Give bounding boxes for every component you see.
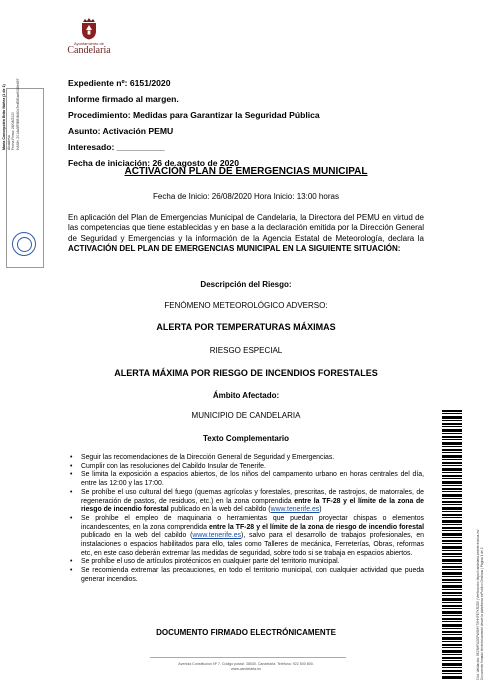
signed-notice: DOCUMENTO FIRMADO ELECTRÓNICAMENTE	[156, 628, 336, 637]
logo-subtitle: Ayuntamiento de	[74, 41, 104, 46]
list-item: • Cumplir con las resoluciones del Cabildo Insular de Tenerife.	[68, 463, 424, 472]
start-date-time: Fecha de Inicio: 26/08/2020 Hora Inicio: 13:00 horas	[153, 192, 339, 201]
signature-hash: HASH: 2014a3f75f6f1fb80c7e4f3f0ae6088e497	[15, 78, 20, 150]
fire-alert: ALERTA MÁXIMA POR RIESGO DE INCENDIOS FORESTALES	[114, 368, 378, 378]
validation-platform: Documento firmado electrónicamente desde la plataforma esPublico Gestiona | Página 1 de 2	[480, 547, 485, 680]
list-item: • Se recomienda extremar las precauciones, en todo el territorio municipal, con cualquier actividad que pueda generar incendios.	[68, 567, 424, 584]
intro-text: En aplicación del Plan de Emergencias Municipal de Candelaria, la Directora del PEMU en virtud de las competencias que tiene establecidas y en base a la declaración emitida por la Dirección General de Seguridad y Emergencias y la información de la Agencia Estatal de Meteorología, declara la	[68, 213, 424, 243]
list-item: • Se prohíbe el empleo de maquinaria o herramientas que puedan proyectar chispas o elementos incandescentes, en la zona comprendida entre la TF-28 y el límite de la zona de riesgo de incendio forestal publicado en la web del cabildo (www.tenerife.es), salvo para el desarrollo de trabajos profesionales, en instalaciones o espacios habilitados para ello, tales como Talleres de mecánica, Ferreterías, Obras, reformas etc, en este caso deberán extremar las medidas de seguridad, sobre todo si se trabaja en espacios abiertos.	[68, 515, 424, 559]
logo-name: Candelaria	[67, 45, 111, 56]
risk-description-heading: Descripción del Riesgo:	[200, 280, 292, 289]
tenerife-link[interactable]: www.tenerife.es	[270, 506, 320, 514]
validation-text	[476, 410, 484, 680]
footer-address: Avenida Constitución Nº 7. Código postal: 38530. Candelaria. Teléfono: 922 500 800.	[178, 662, 314, 666]
temperature-alert: ALERTA POR TEMPERATURAS MÁXIMAS	[156, 322, 336, 332]
document-header	[68, 75, 320, 172]
signature-date: Fecha Firma: 26/08/2020	[11, 112, 15, 150]
special-risk-label: RIESGO ESPECIAL	[209, 346, 283, 355]
municipality-label: MUNICIPIO DE CANDELARIA	[191, 411, 301, 420]
phenomenon-label: FENÓMENO METEOROLÓGICO ADVERSO:	[164, 301, 328, 310]
list-item: • Seguir las recomendaciones de la Dirección General de Seguridad y Emergencias.	[68, 454, 424, 463]
document-title: ACTIVACIÓN PLAN DE EMERGENCIAS MUNICIPAL	[124, 166, 368, 177]
interesado: Interesado: __________	[68, 142, 165, 153]
validation-seal-icon	[12, 232, 36, 256]
signature-info	[2, 0, 20, 150]
intro-paragraph	[68, 213, 424, 254]
signer-name: Maria Concepción Brito Núñez (1 de 1)	[2, 84, 6, 150]
informe: Informe firmado al margen.	[68, 94, 179, 105]
footer-divider	[150, 657, 346, 658]
municipality-logo	[62, 18, 116, 56]
coat-of-arms-icon	[80, 18, 98, 40]
asunto: Asunto: Activación PEMU	[68, 126, 174, 137]
tenerife-link[interactable]: www.tenerife.es	[192, 532, 242, 540]
signer-role: Alcaldesa	[6, 135, 11, 150]
validation-code: Cód. Validación: 9EZNHFA2GPW9MYTXHHFE7KR2D5 | Verificación: https://candelaria.sedelectronica.es/	[476, 529, 480, 680]
intro-bold: ACTIVACIÓN DEL PLAN DE EMERGENCIAS MUNICIPAL EN LA SIGUIENTE SITUACIÓN:	[68, 243, 401, 253]
footer-website[interactable]: www.candelaria.es	[231, 667, 261, 671]
expediente: Expediente nº: 6151/2020	[68, 78, 171, 88]
list-item: • Se prohíbe el uso de artículos pirotécnicos en cualquier parte del territorio municipal.	[68, 558, 424, 567]
recommendations-list	[68, 454, 424, 585]
procedimiento: Procedimiento: Medidas para Garantizar la Seguridad Pública	[68, 110, 320, 121]
page-footer	[68, 662, 424, 672]
affected-scope-heading: Ámbito Afectado:	[212, 391, 280, 400]
list-item: • Se prohíbe el uso cultural del fuego (quemas agrícolas y forestales, prescritas, de rastrojos, de matorrales, de regeneración de pastos, de residuos, etc.) en la zona comprendida entre la TF-28 y el límite de la zona de riesgo de incendio forestal publicado en la web del cabildo (www.tenerife.es)	[68, 489, 424, 515]
fecha-iniciacion: Fecha de iniciación: 26 de agosto de 2020	[68, 158, 239, 169]
list-item: • Se limita la exposición a espacios abiertos, de los niños del campamento urbano en horas centrales del día, entre las 12:00 y las 17:00.	[68, 471, 424, 488]
validation-barcode	[442, 410, 466, 680]
complementary-text-heading: Texto Complementario	[202, 434, 290, 443]
barcode-icon	[442, 410, 462, 680]
